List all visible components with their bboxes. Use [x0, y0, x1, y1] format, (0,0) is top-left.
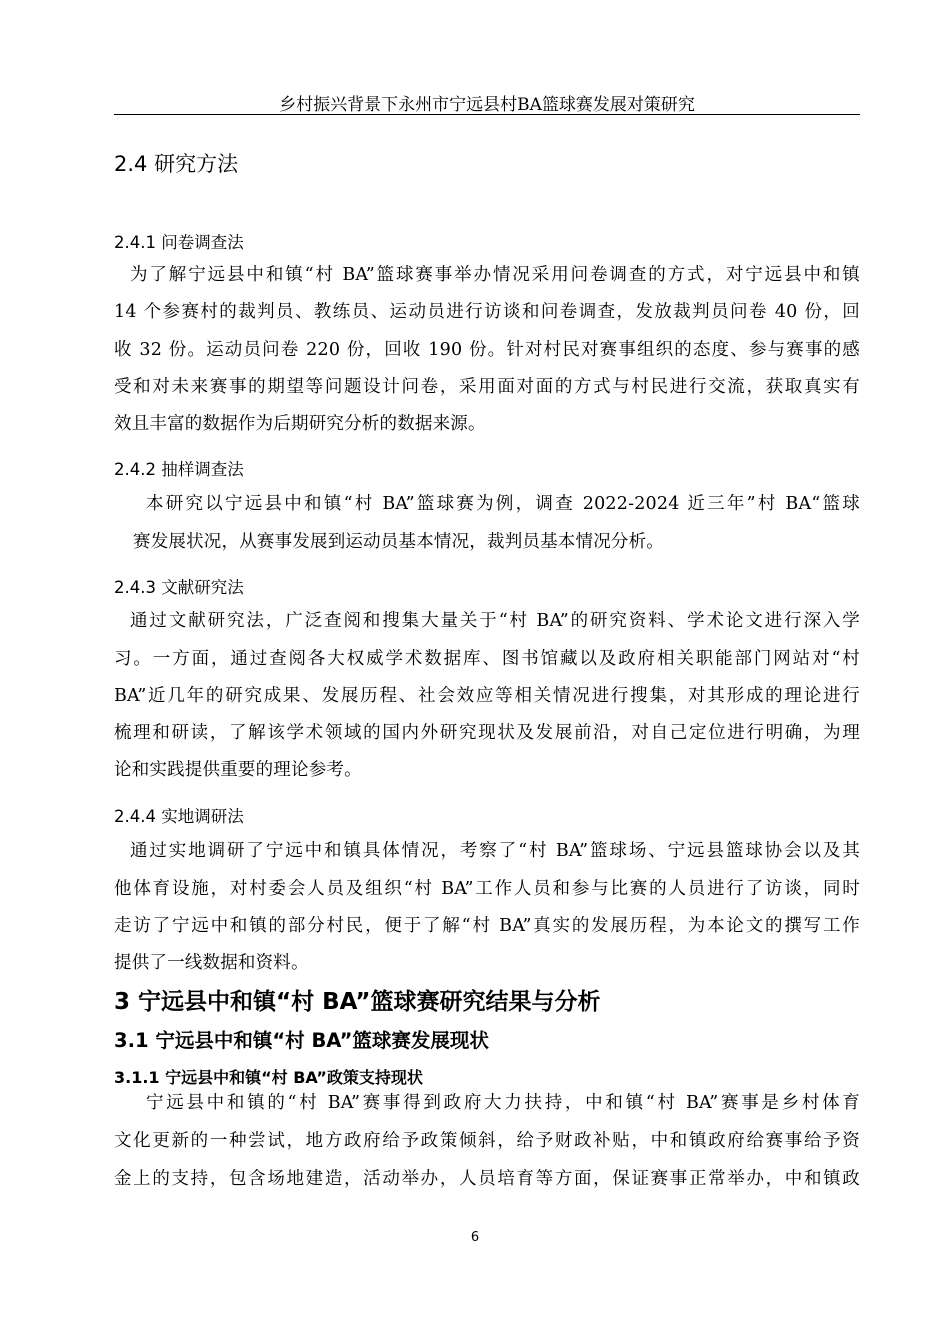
paragraph-line: 提供了一线数据和资料。	[114, 953, 309, 973]
paragraph-line: 走访了宁远中和镇的部分村民，便于了解“村 BA”真实的发展历程，为本论文的撰写工作	[114, 916, 860, 936]
section-heading-3-1-1: 3.1.1 宁远县中和镇“村 BA”政策支持现状	[114, 1068, 423, 1087]
paragraph-line: 习。一方面，通过查阅各大权威学术数据库、图书馆藏以及政府相关职能部门网站对“村	[114, 649, 860, 669]
chapter-heading-3: 3 宁远县中和镇“村 BA”篮球赛研究结果与分析	[114, 989, 601, 1015]
paragraph-line: 论和实践提供重要的理论参考。	[114, 760, 362, 780]
paragraph-line: 金上的支持，包含场地建造，活动举办，人员培育等方面，保证赛事正常举办，中和镇政	[114, 1169, 860, 1189]
paragraph-line: 受和对未来赛事的期望等问题设计问卷，采用面对面的方式与村民进行交流，获取真实有	[114, 377, 860, 397]
section-heading-3-1: 3.1 宁远县中和镇“村 BA”篮球赛发展现状	[114, 1029, 489, 1052]
paragraph-line: 通过实地调研了宁远中和镇具体情况，考察了“村 BA”篮球场、宁远县篮球协会以及其	[130, 841, 860, 861]
paragraph-line: BA”近几年的研究成果、发展历程、社会效应等相关情况进行搜集，对其形成的理论进行	[114, 686, 860, 706]
section-heading-2-4-1: 2.4.1 问卷调查法	[114, 233, 244, 252]
paragraph-line: 宁远县中和镇的“村 BA”赛事得到政府大力扶持，中和镇“村 BA”赛事是乡村体育	[146, 1093, 860, 1113]
paragraph-line: 他体育设施，对村委会人员及组织“村 BA”工作人员和参与比赛的人员进行了访谈，同时	[114, 879, 860, 899]
paragraph-line: 收 32 份。运动员问卷 220 份，回收 190 份。针对村民对赛事组织的态度、参与赛事的感	[114, 340, 860, 360]
section-heading-2-4-3: 2.4.3 文献研究法	[114, 578, 244, 597]
paragraph-line: 通过文献研究法，广泛查阅和搜集大量关于“村 BA”的研究资料、学术论文进行深入学	[130, 611, 860, 631]
paragraph-line: 赛发展状况，从赛事发展到运动员基本情况，裁判员基本情况分析。	[133, 532, 664, 552]
paragraph-line: 文化更新的一种尝试，地方政府给予政策倾斜，给予财政补贴，中和镇政府给赛事给予资	[114, 1131, 860, 1151]
paragraph-line: 梳理和研读，了解该学术领域的国内外研究现状及发展前沿，对自己定位进行明确，为理	[114, 723, 860, 743]
paragraph-line: 本研究以宁远县中和镇“村 BA”篮球赛为例，调查 2022-2024 近三年”村 BA“篮球	[146, 494, 860, 514]
section-heading-2-4: 2.4 研究方法	[114, 152, 239, 176]
paragraph-line: 14 个参赛村的裁判员、教练员、运动员进行访谈和问卷调查，发放裁判员问卷 40 份，回	[114, 302, 860, 322]
section-heading-2-4-2: 2.4.2 抽样调查法	[114, 460, 244, 479]
page-number: 6	[470, 1230, 480, 1245]
paragraph-line: 效且丰富的数据作为后期研究分析的数据来源。	[114, 414, 486, 434]
paragraph-line: 为了解宁远县中和镇“村 BA”篮球赛事举办情况采用问卷调查的方式，对宁远县中和镇	[130, 265, 860, 285]
section-heading-2-4-4: 2.4.4 实地调研法	[114, 807, 244, 826]
header-rule	[114, 114, 860, 115]
running-header: 乡村振兴背景下永州市宁远县村BA篮球赛发展对策研究	[279, 95, 695, 115]
